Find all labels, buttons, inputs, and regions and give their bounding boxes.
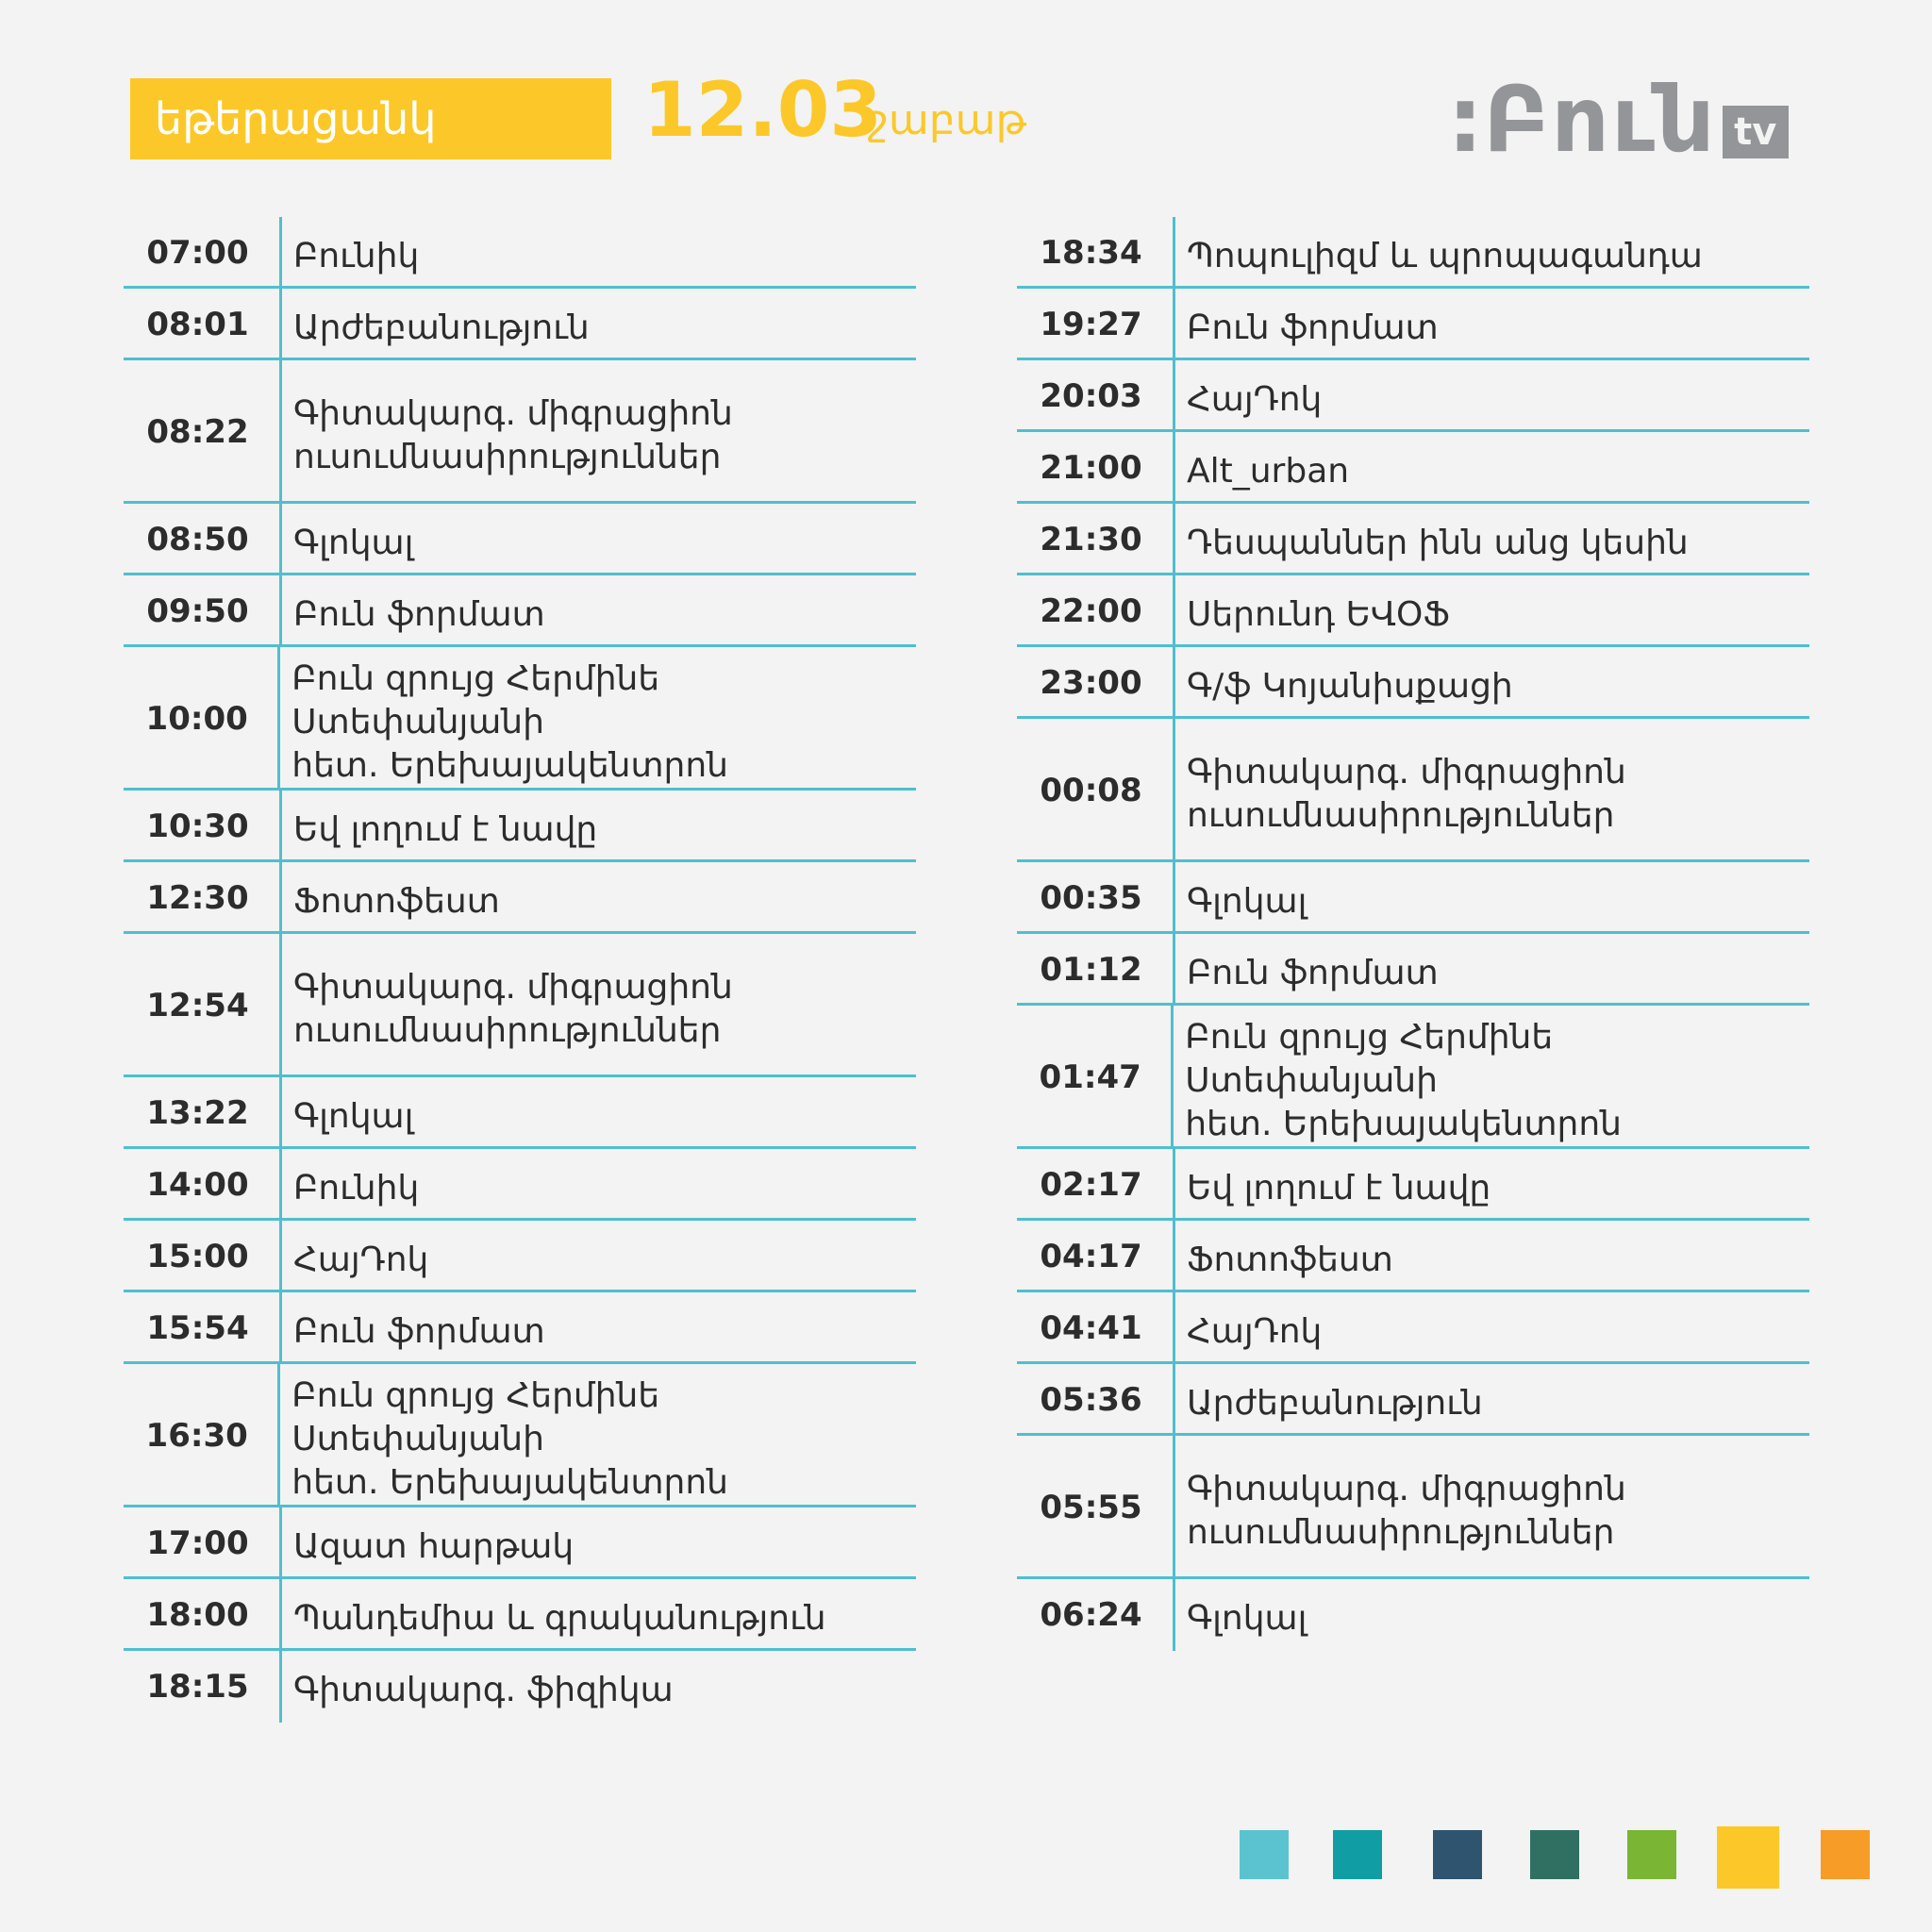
program-title: Եվ լողում է նավը <box>293 810 598 849</box>
program-title: Բունիկ <box>293 1169 420 1208</box>
schedule-row <box>124 934 916 1077</box>
program-time: 08:22 <box>124 360 282 504</box>
program-title: Գլոկալ <box>293 1097 414 1136</box>
program-title: Գլոկալ <box>293 524 414 562</box>
program-title: Բուն զրույց Հերմինե Ստեփանյանի հետ. Երեխայակենտրոն <box>291 1376 728 1502</box>
program-title: ՀայԴոկ <box>1187 380 1323 419</box>
program-time: 13:22 <box>124 1077 282 1149</box>
schedule-row <box>124 360 916 504</box>
schedule-row <box>124 575 916 647</box>
program-title: Բուն ֆորմատ <box>1187 954 1439 992</box>
program-time: 23:00 <box>1017 647 1175 719</box>
program-time: 04:17 <box>1017 1221 1175 1292</box>
program-title: Բուն ֆորմատ <box>1187 308 1439 347</box>
program-time: 09:50 <box>124 575 282 647</box>
schedule-row <box>124 791 916 862</box>
program-time: 00:35 <box>1017 862 1175 934</box>
schedule-row <box>124 289 916 360</box>
program-title: Սերունդ ԵՎՕՖ <box>1187 595 1450 634</box>
schedule-date: 12.03 <box>643 66 883 154</box>
schedule-row <box>124 1364 916 1507</box>
schedule-row <box>1017 1149 1809 1221</box>
program-time: 15:00 <box>124 1221 282 1292</box>
schedule-column-right <box>1017 217 1809 1651</box>
color-swatch <box>1530 1830 1579 1879</box>
color-swatch <box>1717 1826 1779 1889</box>
program-title: Արժեբանություն <box>293 308 590 347</box>
program-title: Գիտակարգ. միգրացիոն ուսումնասիրություններ <box>293 968 733 1050</box>
schedule-row <box>1017 1006 1809 1149</box>
schedule-row <box>124 1149 916 1221</box>
program-title: Արժեբանություն <box>1187 1384 1483 1423</box>
program-title: ՀայԴոկ <box>293 1241 429 1279</box>
schedule-column-left <box>124 217 916 1723</box>
schedule-weekday: շաբաթ <box>868 96 1027 144</box>
color-swatch <box>1333 1830 1382 1879</box>
schedule-row <box>124 1651 916 1723</box>
program-title: Բունիկ <box>293 237 420 275</box>
program-time: 10:00 <box>124 647 280 791</box>
program-title: Alt_urban <box>1187 452 1350 491</box>
program-time: 14:00 <box>124 1149 282 1221</box>
program-title: Ֆոտոֆեստ <box>293 882 500 921</box>
schedule-label: եթերացանկ <box>130 78 611 159</box>
program-title: Գ/ֆ Կոյանիսքացի <box>1187 667 1513 706</box>
schedule-row <box>124 504 916 575</box>
program-title: Բուն ֆորմատ <box>293 1312 545 1351</box>
schedule-row <box>1017 432 1809 504</box>
program-title: ՀայԴոկ <box>1187 1312 1323 1351</box>
color-swatch <box>1821 1830 1870 1879</box>
program-title: Եվ լողում է նավը <box>1187 1169 1491 1208</box>
logo-colon-mark: : <box>1447 67 1484 173</box>
program-title: Պանդեմիա և գրականություն <box>293 1599 826 1638</box>
schedule-row <box>1017 862 1809 934</box>
program-time: 16:30 <box>124 1364 280 1507</box>
schedule-row <box>1017 647 1809 719</box>
schedule-row <box>1017 504 1809 575</box>
program-time: 05:36 <box>1017 1364 1175 1436</box>
color-swatch <box>1627 1830 1676 1879</box>
program-time: 08:01 <box>124 289 282 360</box>
program-time: 21:30 <box>1017 504 1175 575</box>
schedule-row <box>1017 575 1809 647</box>
color-swatch <box>1240 1830 1289 1879</box>
color-swatch-strip <box>0 1830 1932 1887</box>
program-title: Ազատ հարթակ <box>293 1527 575 1566</box>
program-time: 02:17 <box>1017 1149 1175 1221</box>
schedule-row <box>1017 1221 1809 1292</box>
channel-logo <box>1447 67 1789 173</box>
schedule-row <box>124 1292 916 1364</box>
schedule-row <box>124 862 916 934</box>
program-time: 07:00 <box>124 217 282 289</box>
program-time: 08:50 <box>124 504 282 575</box>
schedule-row <box>1017 360 1809 432</box>
program-time: 19:27 <box>1017 289 1175 360</box>
program-time: 01:12 <box>1017 934 1175 1006</box>
program-time: 01:47 <box>1017 1006 1174 1149</box>
program-title: Գիտակարգ. միգրացիոն ուսումնասիրություններ <box>1187 1470 1626 1552</box>
program-time: 00:08 <box>1017 719 1175 862</box>
program-title: Գլոկալ <box>1187 882 1307 921</box>
program-title: Գիտակարգ. միգրացիոն ուսումնասիրություններ <box>293 394 733 476</box>
program-time: 10:30 <box>124 791 282 862</box>
schedule-row <box>1017 1579 1809 1651</box>
program-time: 05:55 <box>1017 1436 1175 1579</box>
schedule-row <box>124 1077 916 1149</box>
program-time: 04:41 <box>1017 1292 1175 1364</box>
program-time: 06:24 <box>1017 1579 1175 1651</box>
program-title: Գլոկալ <box>1187 1599 1307 1638</box>
program-time: 12:54 <box>124 934 282 1077</box>
schedule-row <box>1017 1292 1809 1364</box>
program-time: 21:00 <box>1017 432 1175 504</box>
schedule-row <box>124 1507 916 1579</box>
program-time: 12:30 <box>124 862 282 934</box>
schedule-row <box>124 1579 916 1651</box>
schedule-row <box>1017 934 1809 1006</box>
program-title: Գիտակարգ. միգրացիոն ուսումնասիրություններ <box>1187 753 1626 835</box>
program-title: Գիտակարգ. ֆիզիկա <box>293 1671 674 1709</box>
program-time: 18:00 <box>124 1579 282 1651</box>
schedule-row <box>1017 719 1809 862</box>
logo-tv-badge: tv <box>1723 106 1789 158</box>
schedule-row <box>124 217 916 289</box>
program-title: Պոպուլիզմ և պրոպագանդա <box>1187 237 1703 275</box>
program-title: Բուն զրույց Հերմինե Ստեփանյանի հետ. Երեխայակենտրոն <box>1185 1018 1622 1143</box>
program-time: 18:34 <box>1017 217 1175 289</box>
program-time: 15:54 <box>124 1292 282 1364</box>
program-time: 18:15 <box>124 1651 282 1723</box>
program-title: Դեսպաններ ինն անց կեսին <box>1187 524 1689 562</box>
program-time: 17:00 <box>124 1507 282 1579</box>
program-title: Բուն ֆորմատ <box>293 595 545 634</box>
program-title: Ֆոտոֆեստ <box>1187 1241 1393 1279</box>
schedule-row <box>1017 1436 1809 1579</box>
program-time: 20:03 <box>1017 360 1175 432</box>
program-time: 22:00 <box>1017 575 1175 647</box>
schedule-row <box>124 647 916 791</box>
logo-word: Բուն <box>1483 67 1717 173</box>
schedule-row <box>1017 289 1809 360</box>
schedule-row <box>1017 217 1809 289</box>
color-swatch <box>1433 1830 1482 1879</box>
program-title: Բուն զրույց Հերմինե Ստեփանյանի հետ. Երեխայակենտրոն <box>291 659 728 785</box>
schedule-row <box>1017 1364 1809 1436</box>
schedule-row <box>124 1221 916 1292</box>
